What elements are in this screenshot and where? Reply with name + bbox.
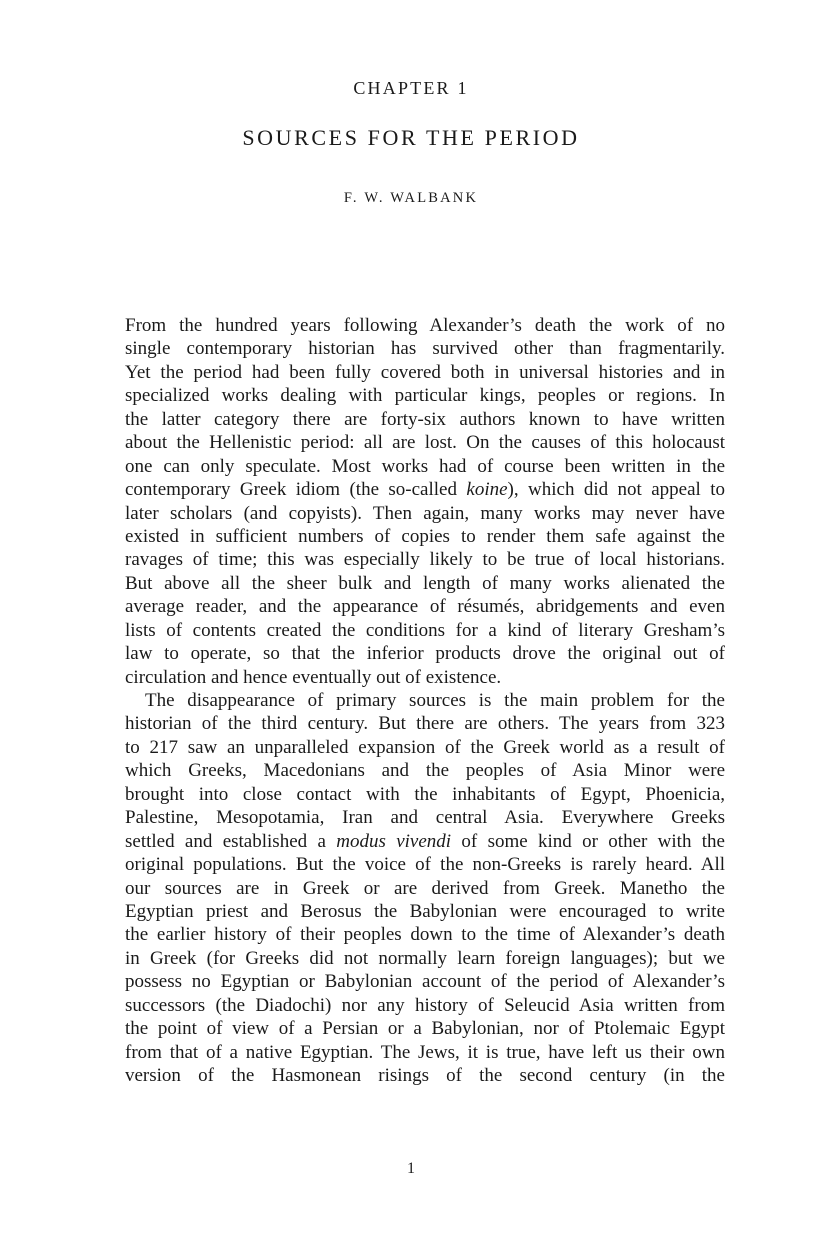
text-line: contemporary Greek idiom (the so-called koine), which did not appeal to: [125, 479, 725, 501]
text-line: brought into close contact with the inhabitants of Egypt, Phoenicia,: [125, 783, 725, 805]
text-line: our sources are in Greek or are derived from Greek. Manetho the: [125, 877, 725, 899]
text-line: about the Hellenistic period: all are lost. On the causes of this holocaust: [125, 432, 725, 454]
text-line: average reader, and the appearance of résumés, abridgements and even: [125, 596, 725, 618]
chapter-label: CHAPTER 1: [353, 78, 469, 98]
text-line: From the hundred years following Alexander’s death the work of no: [125, 315, 725, 336]
text-line: Yet the period had been fully covered both in universal histories and in: [125, 361, 725, 383]
text-line: from that of a native Egyptian. The Jews, it is true, have left us their own: [125, 1041, 725, 1063]
text-line: But above all the sheer bulk and length of many works alienated the: [125, 572, 725, 594]
text-line: ravages of time; this was especially likely to be true of local historians.: [125, 549, 725, 571]
text-line: Egyptian priest and Berosus the Babylonian were encouraged to write: [125, 900, 725, 922]
text-line: circulation and hence eventually out of existence.: [125, 666, 502, 688]
text-line: the point of view of a Persian or a Babylonian, nor of Ptolemaic Egypt: [125, 1018, 725, 1040]
text-line: version of the Hasmonean risings of the second century (in the: [125, 1065, 725, 1086]
text-line: settled and established a modus vivendi of some kind or other with the: [125, 830, 725, 852]
italic-term: koine: [466, 479, 508, 501]
text-line: Palestine, Mesopotamia, Iran and central Asia. Everywhere Greeks: [125, 807, 725, 829]
text-line: lists of contents created the conditions for a kind of literary Gresham’s: [125, 619, 725, 641]
text-line: later scholars (and copyists). Then again, many works may never have: [125, 502, 725, 524]
text-line: to 217 saw an unparalleled expansion of the Greek world as a result of: [125, 736, 725, 758]
chapter-title: SOURCES FOR THE PERIOD: [242, 125, 580, 150]
text-line: original populations. But the voice of the non-Greeks is rarely heard. All: [125, 854, 725, 876]
text-line: successors (the Diadochi) nor any history of Seleucid Asia written from: [125, 994, 725, 1016]
text-line: existed in sufficient numbers of copies to render them safe against the: [125, 525, 725, 547]
page-number: 1: [407, 1160, 415, 1177]
text-line-content: The disappearance of primary sources is the main problem for the: [145, 690, 725, 711]
text-line: one can only speculate. Most works had of course been written in the: [125, 455, 725, 477]
text-line: in Greek (for Greeks did not normally learn foreign languages); but we: [125, 947, 725, 969]
author-name: F. W. WALBANK: [343, 190, 479, 206]
body-text: [125, 314, 725, 1087]
text-line: single contemporary historian has survived other than fragmentarily.: [125, 338, 725, 360]
text-line: the latter category there are forty-six authors known to have written: [125, 408, 725, 430]
text-line: law to operate, so that the inferior products drove the original out of: [125, 643, 725, 665]
text-line: historian of the third century. But there are others. The years from 323: [125, 713, 725, 735]
text-line: the earlier history of their peoples down to the time of Alexander’s death: [125, 924, 725, 946]
text-line: [125, 689, 725, 712]
text-line: specialized works dealing with particular kings, peoples or regions. In: [125, 385, 725, 407]
text-line: which Greeks, Macedonians and the peoples of Asia Minor were: [125, 760, 725, 782]
text-line: possess no Egyptian or Babylonian account of the period of Alexander’s: [125, 971, 725, 993]
italic-term: modus vivendi: [336, 830, 452, 852]
